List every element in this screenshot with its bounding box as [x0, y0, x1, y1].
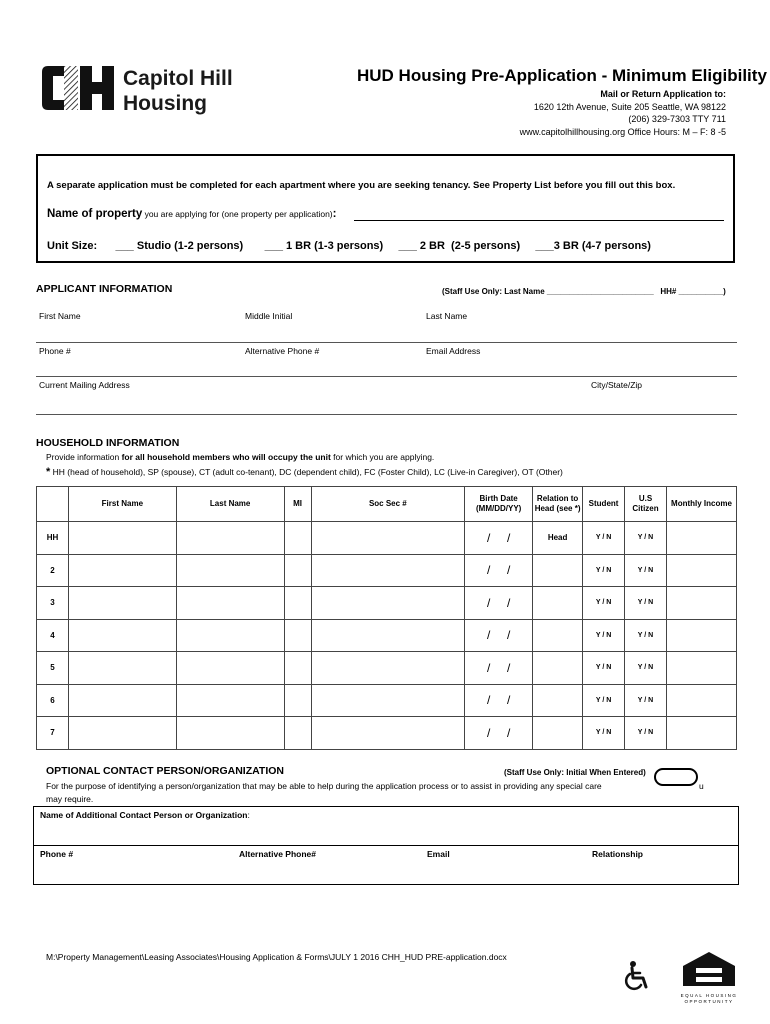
contact-heading: OPTIONAL CONTACT PERSON/ORGANIZATION	[46, 765, 284, 777]
page-title: HUD Housing Pre-Application - Minimum Eligibility	[357, 66, 767, 85]
col-mi: MI	[284, 487, 311, 522]
contact-purpose-line2: may require.	[46, 794, 94, 804]
student-cell[interactable]: Y / N	[583, 619, 625, 652]
birth-date-cell[interactable]: / /	[465, 554, 533, 587]
first-name-label: First Name	[39, 311, 81, 321]
contact-name-label[interactable]	[40, 810, 250, 820]
property-box	[36, 154, 735, 263]
mi-cell[interactable]	[284, 522, 311, 555]
phone-label: Phone #	[39, 346, 71, 356]
household-heading: HOUSEHOLD INFORMATION	[36, 437, 180, 449]
birth-date-cell[interactable]: / /	[465, 522, 533, 555]
soc-sec-cell[interactable]	[311, 522, 465, 555]
property-name-colon: :	[332, 208, 337, 220]
logo-text	[123, 66, 233, 116]
separate-application-notice: A separate application must be completed for each apartment where you are seeking tenancy. See Property List before you fill out this box.	[47, 180, 676, 191]
contact-purpose-line1	[46, 781, 704, 791]
income-cell[interactable]	[667, 717, 737, 750]
contact-box	[33, 806, 739, 885]
row-num: HH	[37, 522, 69, 555]
wheelchair-accessibility-icon	[622, 960, 652, 992]
citizen-cell[interactable]: Y / N	[625, 587, 667, 620]
unit-size-options[interactable]: Unit Size: ___ Studio (1-2 persons) ___ 1 BR (1-3 persons) ___ 2 BR (2-5 persons) ___3 BR (4-7 persons)	[47, 240, 651, 252]
citizen-cell[interactable]: Y / N	[625, 554, 667, 587]
row-num: 7	[37, 717, 69, 750]
col-first-name: First Name	[68, 487, 176, 522]
last-name-cell[interactable]	[176, 587, 284, 620]
legend-star: *	[46, 466, 51, 478]
table-row	[37, 522, 737, 555]
contact-name-label-text: Name of Additional Contact Person or Organization	[40, 810, 248, 820]
student-cell[interactable]: Y / N	[583, 522, 625, 555]
first-name-cell[interactable]	[68, 717, 176, 750]
applicant-address-field[interactable]	[36, 414, 737, 415]
first-name-cell[interactable]	[68, 587, 176, 620]
mailing-address-label: Current Mailing Address	[39, 380, 130, 390]
alt-phone-label: Alternative Phone #	[245, 346, 320, 356]
birth-date-cell[interactable]: / /	[465, 717, 533, 750]
birth-date-cell[interactable]: / /	[465, 587, 533, 620]
instructions-pre: Provide information	[46, 452, 122, 462]
birth-date-cell[interactable]: / /	[465, 652, 533, 685]
student-cell[interactable]: Y / N	[583, 684, 625, 717]
file-path-footer: M:\Property Management\Leasing Associates\Housing Application & Forms\JULY 1 2016 CHH_HUD PRE-application.docx	[46, 952, 507, 962]
instructions-post: for which you are applying.	[330, 452, 435, 462]
chh-logo-mark	[40, 62, 116, 114]
mailing-info	[520, 88, 726, 138]
col-student: Student	[583, 487, 625, 522]
purpose-tail: u	[699, 781, 704, 791]
applicant-phone-field[interactable]	[36, 376, 737, 377]
phone-line: (206) 329-7303 TTY 711	[628, 114, 726, 124]
household-table-header	[37, 487, 737, 522]
equal-housing-opportunity-icon	[679, 950, 739, 1002]
logo-line-2: Housing	[123, 92, 207, 115]
property-name-field[interactable]	[354, 220, 724, 221]
income-cell[interactable]	[667, 684, 737, 717]
soc-sec-cell[interactable]	[311, 587, 465, 620]
eho-line-1: EQUAL HOUSING	[680, 993, 738, 998]
relation-cell[interactable]	[533, 587, 583, 620]
property-name-label	[47, 208, 336, 220]
citizen-cell[interactable]: Y / N	[625, 652, 667, 685]
middle-initial-label: Middle Initial	[245, 311, 293, 321]
student-cell[interactable]: Y / N	[583, 554, 625, 587]
relation-legend	[46, 466, 563, 478]
soc-sec-cell[interactable]	[311, 554, 465, 587]
citizen-cell[interactable]: Y / N	[625, 522, 667, 555]
soc-sec-cell[interactable]	[311, 684, 465, 717]
household-table	[36, 486, 737, 750]
instructions-bold: for all household members who will occupy the unit	[121, 452, 331, 462]
relation-cell[interactable]: Head	[533, 522, 583, 555]
table-row	[37, 619, 737, 652]
address: 1620 12th Avenue, Suite 205 Seattle, WA 98122	[533, 101, 726, 112]
income-cell[interactable]	[667, 522, 737, 555]
row-num: 3	[37, 587, 69, 620]
relation-cell[interactable]	[533, 717, 583, 750]
last-name-cell[interactable]	[176, 684, 284, 717]
col-relation: Relation to Head (see *)	[533, 487, 583, 522]
citizen-cell[interactable]: Y / N	[625, 684, 667, 717]
contact-phone-label[interactable]: Phone #	[40, 849, 74, 859]
applicant-heading: APPLICANT INFORMATION	[36, 283, 173, 295]
mail-label: Mail or Return Application to:	[600, 89, 726, 99]
contact-email-label[interactable]: Email	[427, 849, 450, 859]
income-cell[interactable]	[667, 554, 737, 587]
last-name-cell[interactable]	[176, 717, 284, 750]
student-cell[interactable]: Y / N	[583, 717, 625, 750]
row-num: 4	[37, 619, 69, 652]
household-instructions	[46, 452, 434, 462]
birth-date-cell[interactable]: / /	[465, 619, 533, 652]
col-last-name: Last Name	[176, 487, 284, 522]
mi-cell[interactable]	[284, 717, 311, 750]
logo-line-1: Capitol Hill	[123, 67, 233, 90]
eho-line-2: OPPORTUNITY	[684, 999, 734, 1004]
web-hours: www.capitolhillhousing.org Office Hours: M – F: 8 -5	[519, 126, 726, 137]
contact-divider	[34, 845, 738, 846]
first-name-cell[interactable]	[68, 522, 176, 555]
city-state-zip-label: City/State/Zip	[591, 380, 643, 390]
student-cell[interactable]: Y / N	[583, 587, 625, 620]
col-monthly-income: Monthly Income	[667, 487, 737, 522]
last-name-cell[interactable]	[176, 619, 284, 652]
soc-sec-cell[interactable]	[311, 717, 465, 750]
soc-sec-cell[interactable]	[311, 619, 465, 652]
mi-cell[interactable]	[284, 554, 311, 587]
last-name-cell[interactable]	[176, 554, 284, 587]
col-soc-sec: Soc Sec #	[311, 487, 465, 522]
first-name-cell[interactable]	[68, 554, 176, 587]
contact-name-colon: :	[247, 810, 250, 820]
mi-cell[interactable]	[284, 587, 311, 620]
citizen-cell[interactable]: Y / N	[625, 717, 667, 750]
mi-cell[interactable]	[284, 619, 311, 652]
income-cell[interactable]	[667, 619, 737, 652]
eho-caption	[679, 993, 739, 1005]
soc-sec-cell[interactable]	[311, 652, 465, 685]
contact-staff-use: (Staff Use Only: Initial When Entered)	[504, 768, 646, 777]
relation-cell[interactable]	[533, 619, 583, 652]
legend-text: HH (head of household), SP (spouse), CT (adult co-tenant), DC (dependent child), FC (Foster Child), LC (Live-in Caregiver), OT (Other)	[52, 467, 563, 477]
birth-date-cell[interactable]: / /	[465, 684, 533, 717]
table-row	[37, 684, 737, 717]
student-cell[interactable]: Y / N	[583, 652, 625, 685]
col-citizen: U.S Citizen	[625, 487, 667, 522]
income-cell[interactable]	[667, 587, 737, 620]
last-name-label: Last Name	[426, 311, 468, 321]
first-name-cell[interactable]	[68, 619, 176, 652]
contact-relationship-label[interactable]: Relationship	[592, 849, 644, 859]
table-row	[37, 652, 737, 685]
income-cell[interactable]	[667, 652, 737, 685]
relation-cell[interactable]	[533, 554, 583, 587]
staff-initial-oval[interactable]	[654, 768, 698, 786]
last-name-cell[interactable]	[176, 522, 284, 555]
relation-cell[interactable]	[533, 684, 583, 717]
row-num: 2	[37, 554, 69, 587]
col-birth-date: Birth Date (MM/DD/YY)	[465, 487, 533, 522]
col-num	[37, 487, 69, 522]
email-label: Email Address	[426, 346, 481, 356]
contact-alt-phone-label[interactable]: Alternative Phone#	[239, 849, 316, 859]
property-name-sublabel: you are applying for (one property per application)	[142, 209, 333, 219]
last-name-cell[interactable]	[176, 652, 284, 685]
citizen-cell[interactable]: Y / N	[625, 619, 667, 652]
table-row	[37, 587, 737, 620]
table-row	[37, 554, 737, 587]
purpose-text: For the purpose of identifying a person/organization that may be able to help during the application process or to assist in providing any special care	[46, 781, 602, 791]
row-num: 5	[37, 652, 69, 685]
first-name-cell[interactable]	[68, 652, 176, 685]
table-row	[37, 717, 737, 750]
mi-cell[interactable]	[284, 684, 311, 717]
relation-cell[interactable]	[533, 652, 583, 685]
first-name-cell[interactable]	[68, 684, 176, 717]
property-name-label-text: Name of property	[47, 208, 143, 220]
applicant-staff-use: (Staff Use Only: Last Name ________________________ HH# __________)	[442, 287, 726, 296]
mi-cell[interactable]	[284, 652, 311, 685]
applicant-name-field[interactable]	[36, 342, 737, 343]
row-num: 6	[37, 684, 69, 717]
